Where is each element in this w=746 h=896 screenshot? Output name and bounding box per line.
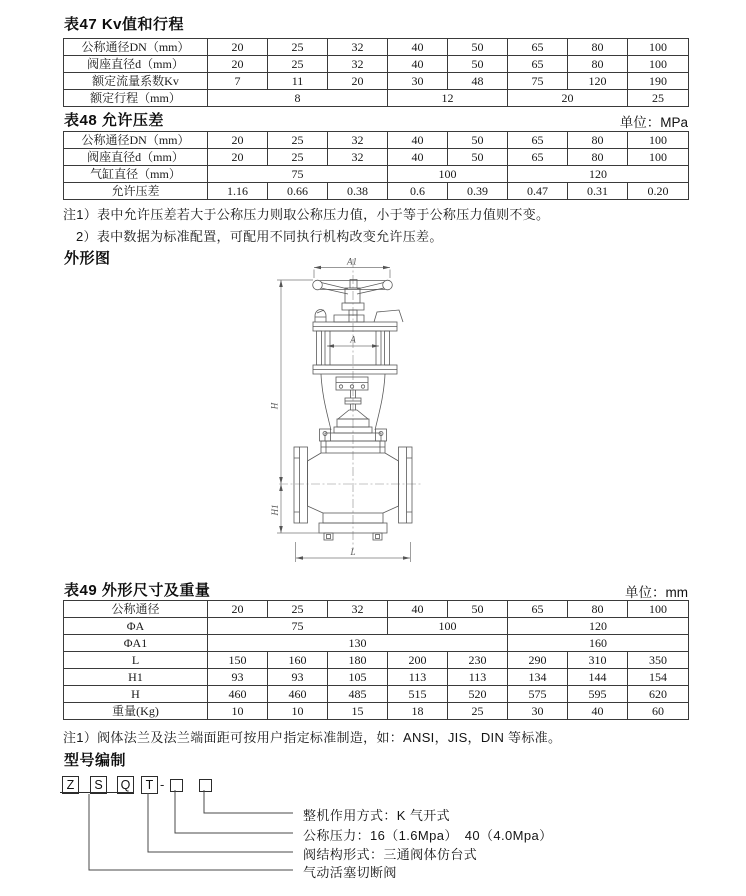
table-cell: 50 bbox=[448, 56, 508, 73]
table-row bbox=[64, 686, 689, 703]
table-cell: 93 bbox=[208, 669, 268, 686]
table-cell: 0.66 bbox=[268, 183, 328, 200]
table-cell: 25 bbox=[268, 149, 328, 166]
outline-drawing-title: 外形图 bbox=[64, 250, 111, 267]
table-row bbox=[64, 149, 689, 166]
table-cell: 60 bbox=[628, 703, 689, 720]
table-cell: 100 bbox=[388, 618, 508, 635]
table-cell: 460 bbox=[268, 686, 328, 703]
table-cell: 15 bbox=[328, 703, 388, 720]
bonnet-flange bbox=[320, 429, 387, 453]
table-cell: 160 bbox=[508, 635, 689, 652]
table-cell: 134 bbox=[508, 669, 568, 686]
model-code-box-t: T bbox=[141, 776, 158, 794]
table-cell: 50 bbox=[448, 132, 508, 149]
table-cell: 25 bbox=[628, 90, 689, 107]
lifting-lug bbox=[374, 310, 403, 322]
table-cell: 8 bbox=[208, 90, 388, 107]
table-cell: 65 bbox=[508, 149, 568, 166]
table-row bbox=[64, 183, 689, 200]
table-cell: 50 bbox=[448, 39, 508, 56]
table-cell: 40 bbox=[388, 39, 448, 56]
table-cell: 520 bbox=[448, 686, 508, 703]
table-cell: 20 bbox=[208, 132, 268, 149]
row-label: 气缸直径（mm） bbox=[64, 166, 208, 183]
table-cell: 200 bbox=[388, 652, 448, 669]
table-cell: 10 bbox=[268, 703, 328, 720]
table-cell: 32 bbox=[328, 132, 388, 149]
table-row bbox=[64, 56, 689, 73]
table-cell: 190 bbox=[628, 73, 689, 90]
table-cell: 0.31 bbox=[568, 183, 628, 200]
model-code-box-q: Q bbox=[117, 776, 134, 794]
table-cell: 113 bbox=[448, 669, 508, 686]
table-cell: 48 bbox=[448, 73, 508, 90]
table-cell: 120 bbox=[508, 618, 689, 635]
table-cell: 154 bbox=[628, 669, 689, 686]
table-cell: 18 bbox=[388, 703, 448, 720]
table-cell: 25 bbox=[268, 132, 328, 149]
model-code-separator: - bbox=[160, 777, 165, 792]
table-cell: 30 bbox=[508, 703, 568, 720]
dim-label-l: L bbox=[350, 547, 356, 557]
table-cell: 160 bbox=[268, 652, 328, 669]
table-cell: 65 bbox=[508, 56, 568, 73]
table-cell: 575 bbox=[508, 686, 568, 703]
table-cell: 12 bbox=[388, 90, 508, 107]
table-cell: 485 bbox=[328, 686, 388, 703]
table-cell: 0.20 bbox=[628, 183, 689, 200]
table-cell: 120 bbox=[568, 73, 628, 90]
table-cell: 350 bbox=[628, 652, 689, 669]
table-cell: 290 bbox=[508, 652, 568, 669]
table-row bbox=[64, 90, 689, 107]
table-cell: 20 bbox=[208, 39, 268, 56]
table-row bbox=[64, 73, 689, 90]
table49-title: 表49 外形尺寸及重量 bbox=[64, 582, 211, 599]
row-label: 公称通径 bbox=[64, 601, 208, 618]
table-cell: 25 bbox=[268, 601, 328, 618]
table-cell: 7 bbox=[208, 73, 268, 90]
table-cell: 100 bbox=[628, 39, 689, 56]
valve-body bbox=[294, 447, 412, 540]
table-cell: 20 bbox=[328, 73, 388, 90]
row-label: 阀座直径d（mm） bbox=[64, 149, 208, 166]
row-label: 额定流量系数Kv bbox=[64, 73, 208, 90]
table-cell: 65 bbox=[508, 132, 568, 149]
table-cell: 113 bbox=[388, 669, 448, 686]
table-cell: 80 bbox=[568, 601, 628, 618]
table-cell: 50 bbox=[448, 601, 508, 618]
table-cell: 32 bbox=[328, 56, 388, 73]
row-label: H bbox=[64, 686, 208, 703]
table-cell: 0.6 bbox=[388, 183, 448, 200]
table-cell: 100 bbox=[628, 601, 689, 618]
model-callout-structure: 阀结构形式：三通阀体仿台式 bbox=[303, 847, 478, 862]
dim-label-h: H bbox=[269, 402, 280, 410]
table-cell: 25 bbox=[268, 39, 328, 56]
table48-unit-label: 单位：MPa bbox=[619, 115, 688, 130]
table-cell: 120 bbox=[508, 166, 689, 183]
model-code-box-z: Z bbox=[62, 776, 79, 794]
table-row bbox=[64, 132, 689, 149]
pneumatic-actuator bbox=[313, 322, 397, 374]
table48-note-1: 注1）表中允许压差若大于公称压力则取公称压力值，小于等于公称压力值则不变。 bbox=[63, 207, 550, 222]
table-row bbox=[64, 39, 689, 56]
table-cell: 105 bbox=[328, 669, 388, 686]
table-cell: 10 bbox=[208, 703, 268, 720]
table-cell: 310 bbox=[568, 652, 628, 669]
model-callout-pressure: 公称压力：16（1.6Mpa） 40（4.0Mpa） bbox=[303, 828, 553, 843]
table-cell: 75 bbox=[508, 73, 568, 90]
table-cell: 460 bbox=[208, 686, 268, 703]
table-cell: 144 bbox=[568, 669, 628, 686]
table-cell: 100 bbox=[388, 166, 508, 183]
table-cell: 40 bbox=[568, 703, 628, 720]
kv-stroke-table bbox=[63, 38, 689, 107]
table-cell: 100 bbox=[628, 56, 689, 73]
model-numbering-title: 型号编制 bbox=[64, 752, 127, 769]
table-row bbox=[64, 635, 689, 652]
indicator-dome bbox=[315, 310, 326, 323]
table-cell: 20 bbox=[508, 90, 628, 107]
table-cell: 65 bbox=[508, 39, 568, 56]
table49-unit-label: 单位：mm bbox=[625, 585, 688, 600]
handwheel-stem bbox=[334, 303, 364, 322]
table-cell: 595 bbox=[568, 686, 628, 703]
table-cell: 20 bbox=[208, 149, 268, 166]
dimensions-weight-table bbox=[63, 600, 689, 720]
model-code-box-s: S bbox=[90, 776, 107, 794]
table-row bbox=[64, 601, 689, 618]
model-callout-action: 整机作用方式：K 气开式 bbox=[303, 808, 451, 823]
row-label: 重量(Kg) bbox=[64, 703, 208, 720]
row-label: 公称通径DN（mm） bbox=[64, 132, 208, 149]
table-cell: 65 bbox=[508, 601, 568, 618]
table-cell: 40 bbox=[388, 601, 448, 618]
table-cell: 30 bbox=[388, 73, 448, 90]
table-cell: 0.47 bbox=[508, 183, 568, 200]
dim-label-h1: H1 bbox=[270, 504, 280, 516]
table-cell: 620 bbox=[628, 686, 689, 703]
table-row bbox=[64, 652, 689, 669]
table-cell: 0.39 bbox=[448, 183, 508, 200]
table-cell: 1.16 bbox=[208, 183, 268, 200]
table-cell: 40 bbox=[388, 56, 448, 73]
table-cell: 32 bbox=[328, 149, 388, 166]
table-cell: 80 bbox=[568, 56, 628, 73]
row-label: ΦA1 bbox=[64, 635, 208, 652]
table-cell: 20 bbox=[208, 56, 268, 73]
table49-note: 注1）阀体法兰及法兰端面距可按用户指定标准制造，如：ANSI，JIS，DIN 等标准。 bbox=[63, 730, 562, 745]
table48-title: 表48 允许压差 bbox=[64, 112, 164, 129]
table-cell: 32 bbox=[328, 39, 388, 56]
row-label: 阀座直径d（mm） bbox=[64, 56, 208, 73]
table47-title: 表47 Kv值和行程 bbox=[64, 16, 185, 33]
row-label: 允许压差 bbox=[64, 183, 208, 200]
table-cell: 40 bbox=[388, 132, 448, 149]
table-cell: 515 bbox=[388, 686, 448, 703]
model-callout-type: 气动活塞切断阀 bbox=[303, 865, 397, 880]
table-cell: 25 bbox=[448, 703, 508, 720]
row-label: 额定行程（mm） bbox=[64, 90, 208, 107]
table-cell: 80 bbox=[568, 132, 628, 149]
table-row bbox=[64, 703, 689, 720]
table-cell: 32 bbox=[328, 601, 388, 618]
table-cell: 25 bbox=[268, 56, 328, 73]
table-cell: 80 bbox=[568, 149, 628, 166]
valve-outline-drawing bbox=[255, 252, 485, 574]
pressure-diff-table bbox=[63, 131, 689, 200]
row-label: 公称通径DN（mm） bbox=[64, 39, 208, 56]
table-cell: 93 bbox=[268, 669, 328, 686]
table-cell: 11 bbox=[268, 73, 328, 90]
dim-label-a1: A1 bbox=[347, 256, 357, 267]
table-cell: 75 bbox=[208, 618, 388, 635]
table-cell: 150 bbox=[208, 652, 268, 669]
table-cell: 75 bbox=[208, 166, 388, 183]
table-cell: 0.38 bbox=[328, 183, 388, 200]
handwheel bbox=[313, 280, 393, 304]
table-row bbox=[64, 669, 689, 686]
table-cell: 80 bbox=[568, 39, 628, 56]
row-label: ΦA bbox=[64, 618, 208, 635]
table-cell: 20 bbox=[208, 601, 268, 618]
table48-note-2: 2）表中数据为标准配置，可配用不同执行机构改变允许压差。 bbox=[76, 229, 443, 244]
row-label: L bbox=[64, 652, 208, 669]
table-cell: 180 bbox=[328, 652, 388, 669]
table-cell: 100 bbox=[628, 149, 689, 166]
table-cell: 40 bbox=[388, 149, 448, 166]
dim-label-a: A bbox=[350, 334, 356, 345]
table-cell: 130 bbox=[208, 635, 508, 652]
row-label: H1 bbox=[64, 669, 208, 686]
table-cell: 230 bbox=[448, 652, 508, 669]
table-cell: 100 bbox=[628, 132, 689, 149]
table-cell: 50 bbox=[448, 149, 508, 166]
table-row bbox=[64, 166, 689, 183]
table-row bbox=[64, 618, 689, 635]
